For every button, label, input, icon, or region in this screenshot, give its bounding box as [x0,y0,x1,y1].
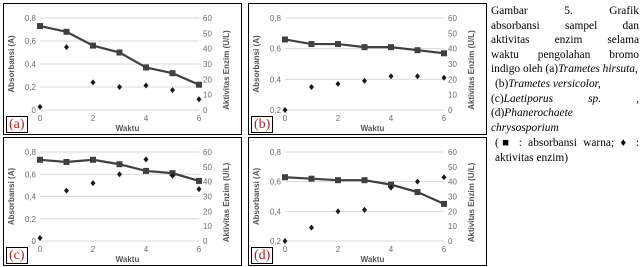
caption-line: Gambar 5. Grafik [491,5,639,17]
y-tick-label: 0,4 [24,60,36,69]
panel-label-a: (a) [6,116,28,133]
enzyme-activity-point [362,78,367,84]
x-tick-label: 0 [282,245,288,254]
y2-tick-label: 0 [203,106,208,115]
y-axis-label: Absorbansi (A) [252,35,261,93]
y-tick-label: 0,2 [269,237,281,246]
chart-b-svg [249,4,486,134]
absorbance-point [37,23,43,29]
absorbance-point [37,157,43,163]
chart-a-svg [4,4,241,134]
caption-line: waktu pengolahan bromo [491,48,639,61]
x-tick-label: 6 [441,114,447,123]
species-a: Trametes hirsuta, [558,63,638,76]
enzyme-activity-point [38,235,43,241]
y2-tick-label: 30 [448,192,457,202]
enzyme-activity-point [442,174,447,180]
x-tick-label: 6 [196,114,202,123]
x-tick-label: 4 [143,114,149,123]
y-tick-label: 0,8 [269,148,281,157]
y2-tick-label: 50 [203,29,212,39]
absorbance-point [143,168,149,174]
chart-c-svg [4,138,241,265]
y2-tick-label: 50 [448,162,457,172]
absorbance-point [117,50,123,56]
y2-tick-label: 20 [203,75,212,85]
y2-tick-label: 0 [448,237,453,246]
x-tick-label: 2 [90,245,96,254]
enzyme-activity-point [415,73,420,79]
absorbance-point [143,64,149,70]
y-tick-label: 0,6 [24,170,36,180]
y2-tick-label: 60 [448,148,457,157]
y-tick-label: 0,2 [269,106,281,115]
y2-tick-label: 10 [448,222,457,232]
absorbance-point [282,36,288,42]
enzyme-activity-point [170,87,175,93]
enzyme-activity-point [442,75,447,81]
y-tick-label: 0,4 [269,75,281,85]
prefix-c: (c) [491,92,504,105]
caption-line: absorbansi sampel dan [491,19,639,32]
suffix-c: , [636,92,639,105]
x-tick-label: 0 [37,114,43,123]
x-axis-label: Waktu [360,255,385,264]
y-tick-label: 0,4 [269,207,281,217]
x-axis-label: Waktu [115,124,140,133]
panel-label-b: (b) [251,116,273,133]
absorbance-point [335,41,341,47]
chart-panel-c [3,137,242,266]
y2-tick-label: 40 [448,177,457,187]
x-tick-label: 6 [441,245,447,254]
x-tick-label: 2 [335,245,341,254]
chart-panel-b [248,3,487,135]
species-d: Phanerochaete chrysosporium [491,107,573,134]
y2-tick-label: 40 [203,177,212,187]
y2-tick-label: 30 [203,60,212,69]
enzyme-activity-point [197,96,202,102]
y2-axis-label: Aktivitas Enzim (U/L) [222,30,231,110]
absorbance-point [64,159,70,165]
y2-tick-label: 40 [203,44,212,54]
prefix-d: (d) [491,107,505,120]
enzyme-activity-point [283,107,288,113]
absorbance-point [388,44,394,50]
y-tick-label: 0,8 [24,148,36,157]
x-tick-label: 4 [388,245,394,254]
y2-axis-label: Aktivitas Enzim (U/L) [467,30,476,110]
absorbance-point [170,70,176,76]
enzyme-activity-point [389,73,394,79]
absorbance-point [362,177,368,183]
y2-tick-label: 50 [203,162,212,172]
y2-tick-label: 0 [203,237,208,246]
absorbance-point [362,44,368,50]
x-axis-label: Waktu [115,255,140,264]
caption-line-d [491,106,639,135]
caption-line-c [491,92,639,107]
y2-tick-label: 0 [448,106,453,115]
y2-axis-label: Aktivitas Enzim (U/L) [222,162,231,243]
y-axis-label: Absorbansi (A) [7,167,16,226]
caption-line-b [491,77,639,92]
enzyme-activity-point [309,225,314,231]
y2-tick-label: 20 [448,75,457,85]
enzyme-activity-point [197,186,202,192]
y-tick-label: 0,6 [24,37,36,46]
y-tick-label: 0,2 [24,214,36,224]
y-tick-label: 0 [31,106,36,115]
absorbance-point [441,50,447,56]
x-tick-label: 4 [388,114,394,123]
absorbance-point [415,189,421,195]
y2-tick-label: 40 [448,44,457,54]
species-c: Laetiporus sp. [503,92,602,105]
enzyme-activity-point [38,104,43,110]
x-axis-label: Waktu [360,124,385,133]
y-tick-label: 0 [31,237,36,246]
y2-tick-label: 10 [448,90,457,100]
y2-tick-label: 10 [203,222,212,232]
absorbance-point [90,157,96,163]
species-b: Trametes versicolor, [508,77,601,90]
y2-axis-label: Aktivitas Enzim (U/L) [467,162,476,243]
enzyme-activity-point [309,84,314,90]
caption-line: aktivitas enzim selama [491,34,639,47]
enzyme-activity-point [336,208,341,214]
absorbance-point [90,43,96,49]
y2-tick-label: 30 [448,60,457,69]
y2-tick-label: 30 [203,192,212,202]
x-tick-label: 0 [37,245,43,254]
x-tick-label: 4 [143,245,149,254]
x-tick-label: 6 [196,245,202,254]
enzyme-activity-point [64,44,69,50]
y2-tick-label: 60 [203,14,212,23]
y-tick-label: 0,2 [24,83,36,92]
y-tick-label: 0,4 [24,192,36,202]
y2-tick-label: 60 [448,14,457,23]
figure-caption [491,4,639,166]
y2-tick-label: 20 [203,207,212,217]
enzyme-activity-point [91,79,96,85]
absorbance-point [64,29,70,35]
absorbance-point [117,161,123,167]
y2-tick-label: 20 [448,207,457,217]
x-tick-label: 2 [335,114,341,123]
chart-panel-a [3,3,242,135]
x-tick-label: 2 [90,114,96,123]
y-axis-label: Absorbansi (A) [252,167,261,226]
enzyme-activity-point [91,180,96,186]
enzyme-activity-point [144,82,149,88]
enzyme-activity-point [117,84,122,90]
absorbance-point [441,201,447,207]
prefix-b: (b) [495,77,509,90]
chart-d-svg [249,138,486,265]
enzyme-activity-point [144,156,149,162]
absorbance-point [282,174,288,180]
chart-panel-d [248,137,487,266]
y-tick-label: 0,8 [24,14,36,23]
caption-legend: (■ : absorbansi warna; ♦ : aktivitas enzim) [495,137,639,164]
panel-label-d: (d) [251,247,273,264]
enzyme-activity-point [117,171,122,177]
y-tick-label: 0,6 [269,44,281,54]
x-tick-label: 0 [282,114,288,123]
enzyme-activity-point [283,238,288,244]
y-axis-label: Absorbansi (A) [7,35,16,93]
enzyme-activity-point [415,179,420,185]
y2-tick-label: 10 [203,90,212,100]
y-tick-label: 0,8 [269,14,281,23]
enzyme-activity-point [336,81,341,87]
panel-label-c: (c) [6,247,28,264]
caption-text: indigo oleh (a) [491,63,559,76]
absorbance-point [309,176,315,182]
enzyme-activity-point [362,207,367,213]
y-tick-label: 0,6 [269,177,281,187]
absorbance-point [196,178,202,184]
absorbance-point [335,177,341,183]
enzyme-activity-point [64,188,69,194]
y2-tick-label: 60 [203,148,212,157]
absorbance-point [196,82,202,88]
absorbance-point [415,47,421,53]
y2-tick-label: 50 [448,29,457,39]
caption-line-a [491,62,639,77]
absorbance-point [309,41,315,47]
